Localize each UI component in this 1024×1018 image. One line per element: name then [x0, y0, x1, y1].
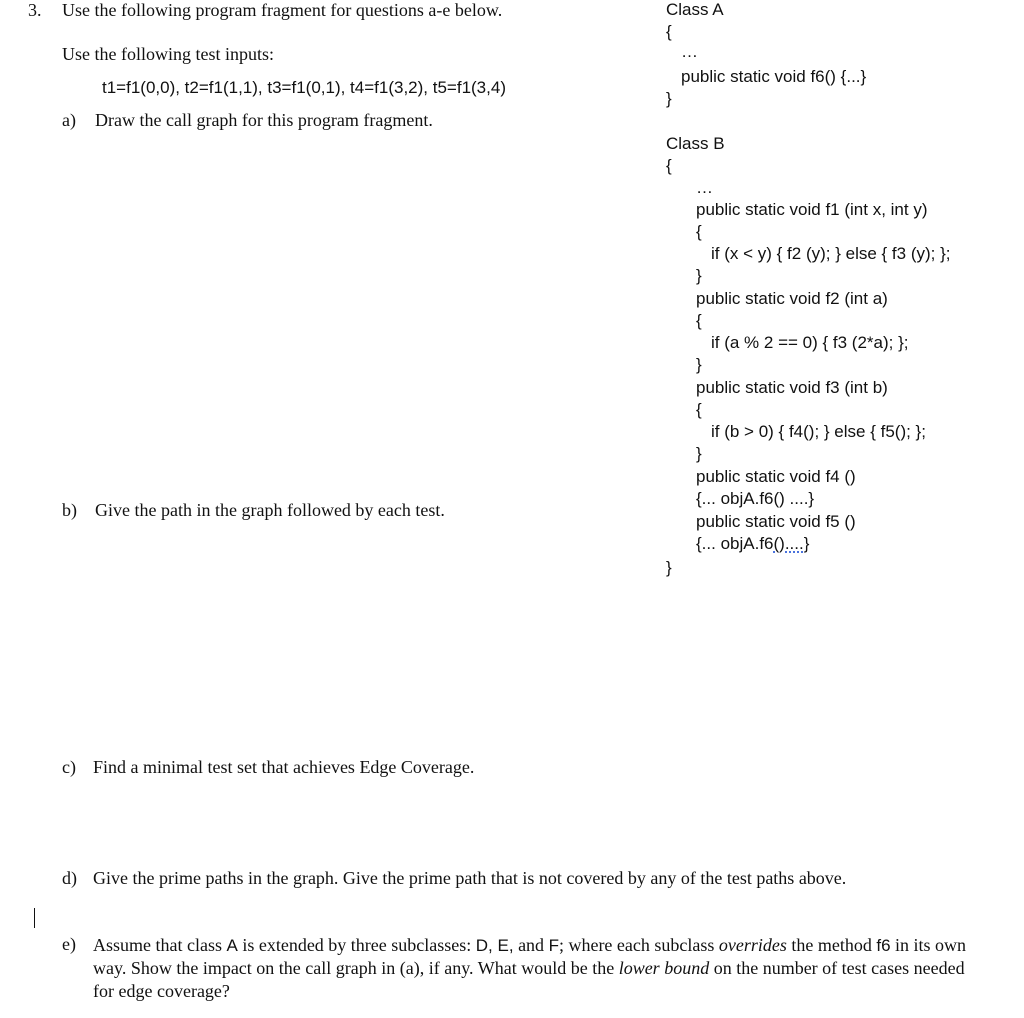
- f3-open-brace: {: [696, 400, 702, 419]
- class-b-ellipsis: …: [696, 178, 713, 197]
- f3-body: if (b > 0) { f4(); } else { f5(); };: [711, 422, 926, 441]
- part-e-t7: on the number of test cases needed for edge coverage?: [93, 958, 965, 1001]
- f2-close-brace: }: [696, 355, 702, 374]
- f1-body: if (x < y) { f2 (y); } else { f3 (y); };: [711, 244, 951, 263]
- test-inputs: t1=f1(0,0), t2=f1(1,1), t3=f1(0,1), t4=f1(3,2), t5=f1(3,4): [102, 78, 506, 97]
- part-e-text: [93, 934, 973, 1003]
- part-e-t3: and: [513, 935, 549, 955]
- part-e-t2: is extended by three subclasses:: [237, 935, 476, 955]
- f5-body-start: {... objA.f6: [696, 534, 774, 553]
- part-d-label: d): [62, 868, 77, 888]
- part-e-t5: the method: [786, 935, 877, 955]
- class-a-close-brace: }: [666, 89, 672, 108]
- text-cursor: [34, 908, 35, 928]
- part-e-t6: in its own way. Show the impact on the call graph in (a), if any. What would be the: [93, 935, 967, 978]
- part-b-text: Give the path in the graph followed by each test.: [95, 500, 445, 520]
- f1-close-brace: }: [696, 266, 702, 285]
- question-intro: Use the following program fragment for questions a-e below.: [62, 0, 503, 20]
- f1-open-brace: {: [696, 222, 702, 241]
- f4-signature: public static void f4 (): [696, 467, 856, 486]
- part-b-label: b): [62, 500, 77, 520]
- f1-signature: public static void f1 (int x, int y): [696, 200, 928, 219]
- f5-body-link: ()....: [773, 534, 804, 553]
- part-e-method: f6: [876, 936, 891, 955]
- f5-signature: public static void f5 (): [696, 512, 856, 531]
- part-c-text: Find a minimal test set that achieves Edge Coverage.: [93, 757, 475, 777]
- part-e-lower-bound: lower bound: [618, 958, 710, 978]
- part-e-subclasses: D, E,: [475, 936, 514, 955]
- f3-signature: public static void f3 (int b): [696, 378, 888, 397]
- part-a-label: a): [62, 110, 76, 130]
- class-a-header: Class A: [666, 0, 724, 19]
- part-e-overrides: overrides: [718, 935, 787, 955]
- class-a-f6: public static void f6() {...}: [681, 67, 867, 86]
- question-number: 3.: [28, 0, 42, 20]
- f2-open-brace: {: [696, 311, 702, 330]
- class-b-close-brace: }: [666, 558, 672, 577]
- test-inputs-label: Use the following test inputs:: [62, 44, 274, 64]
- class-b-open-brace: {: [666, 156, 672, 175]
- f4-body: {... objA.f6() ....}: [696, 489, 815, 508]
- part-c-label: c): [62, 757, 76, 777]
- class-a-open-brace: {: [666, 22, 672, 41]
- class-b-header: Class B: [666, 134, 725, 153]
- part-a-text: Draw the call graph for this program fragment.: [95, 110, 433, 130]
- f2-signature: public static void f2 (int a): [696, 289, 888, 308]
- part-e-t4: ; where each subclass: [558, 935, 719, 955]
- class-a-ellipsis: …: [681, 42, 698, 61]
- f5-body-end: }: [803, 534, 810, 553]
- part-e-t1: Assume that class: [93, 935, 227, 955]
- part-e-class-f: F: [548, 936, 559, 955]
- f3-close-brace: }: [696, 444, 702, 463]
- part-d-text: Give the prime paths in the graph. Give the prime path that is not covered by any of the test paths above.: [93, 868, 847, 888]
- f5-body: [696, 534, 809, 554]
- part-e-class-a: A: [226, 936, 238, 955]
- part-e-label: e): [62, 934, 76, 954]
- f2-body: if (a % 2 == 0) { f3 (2*a); };: [711, 333, 909, 352]
